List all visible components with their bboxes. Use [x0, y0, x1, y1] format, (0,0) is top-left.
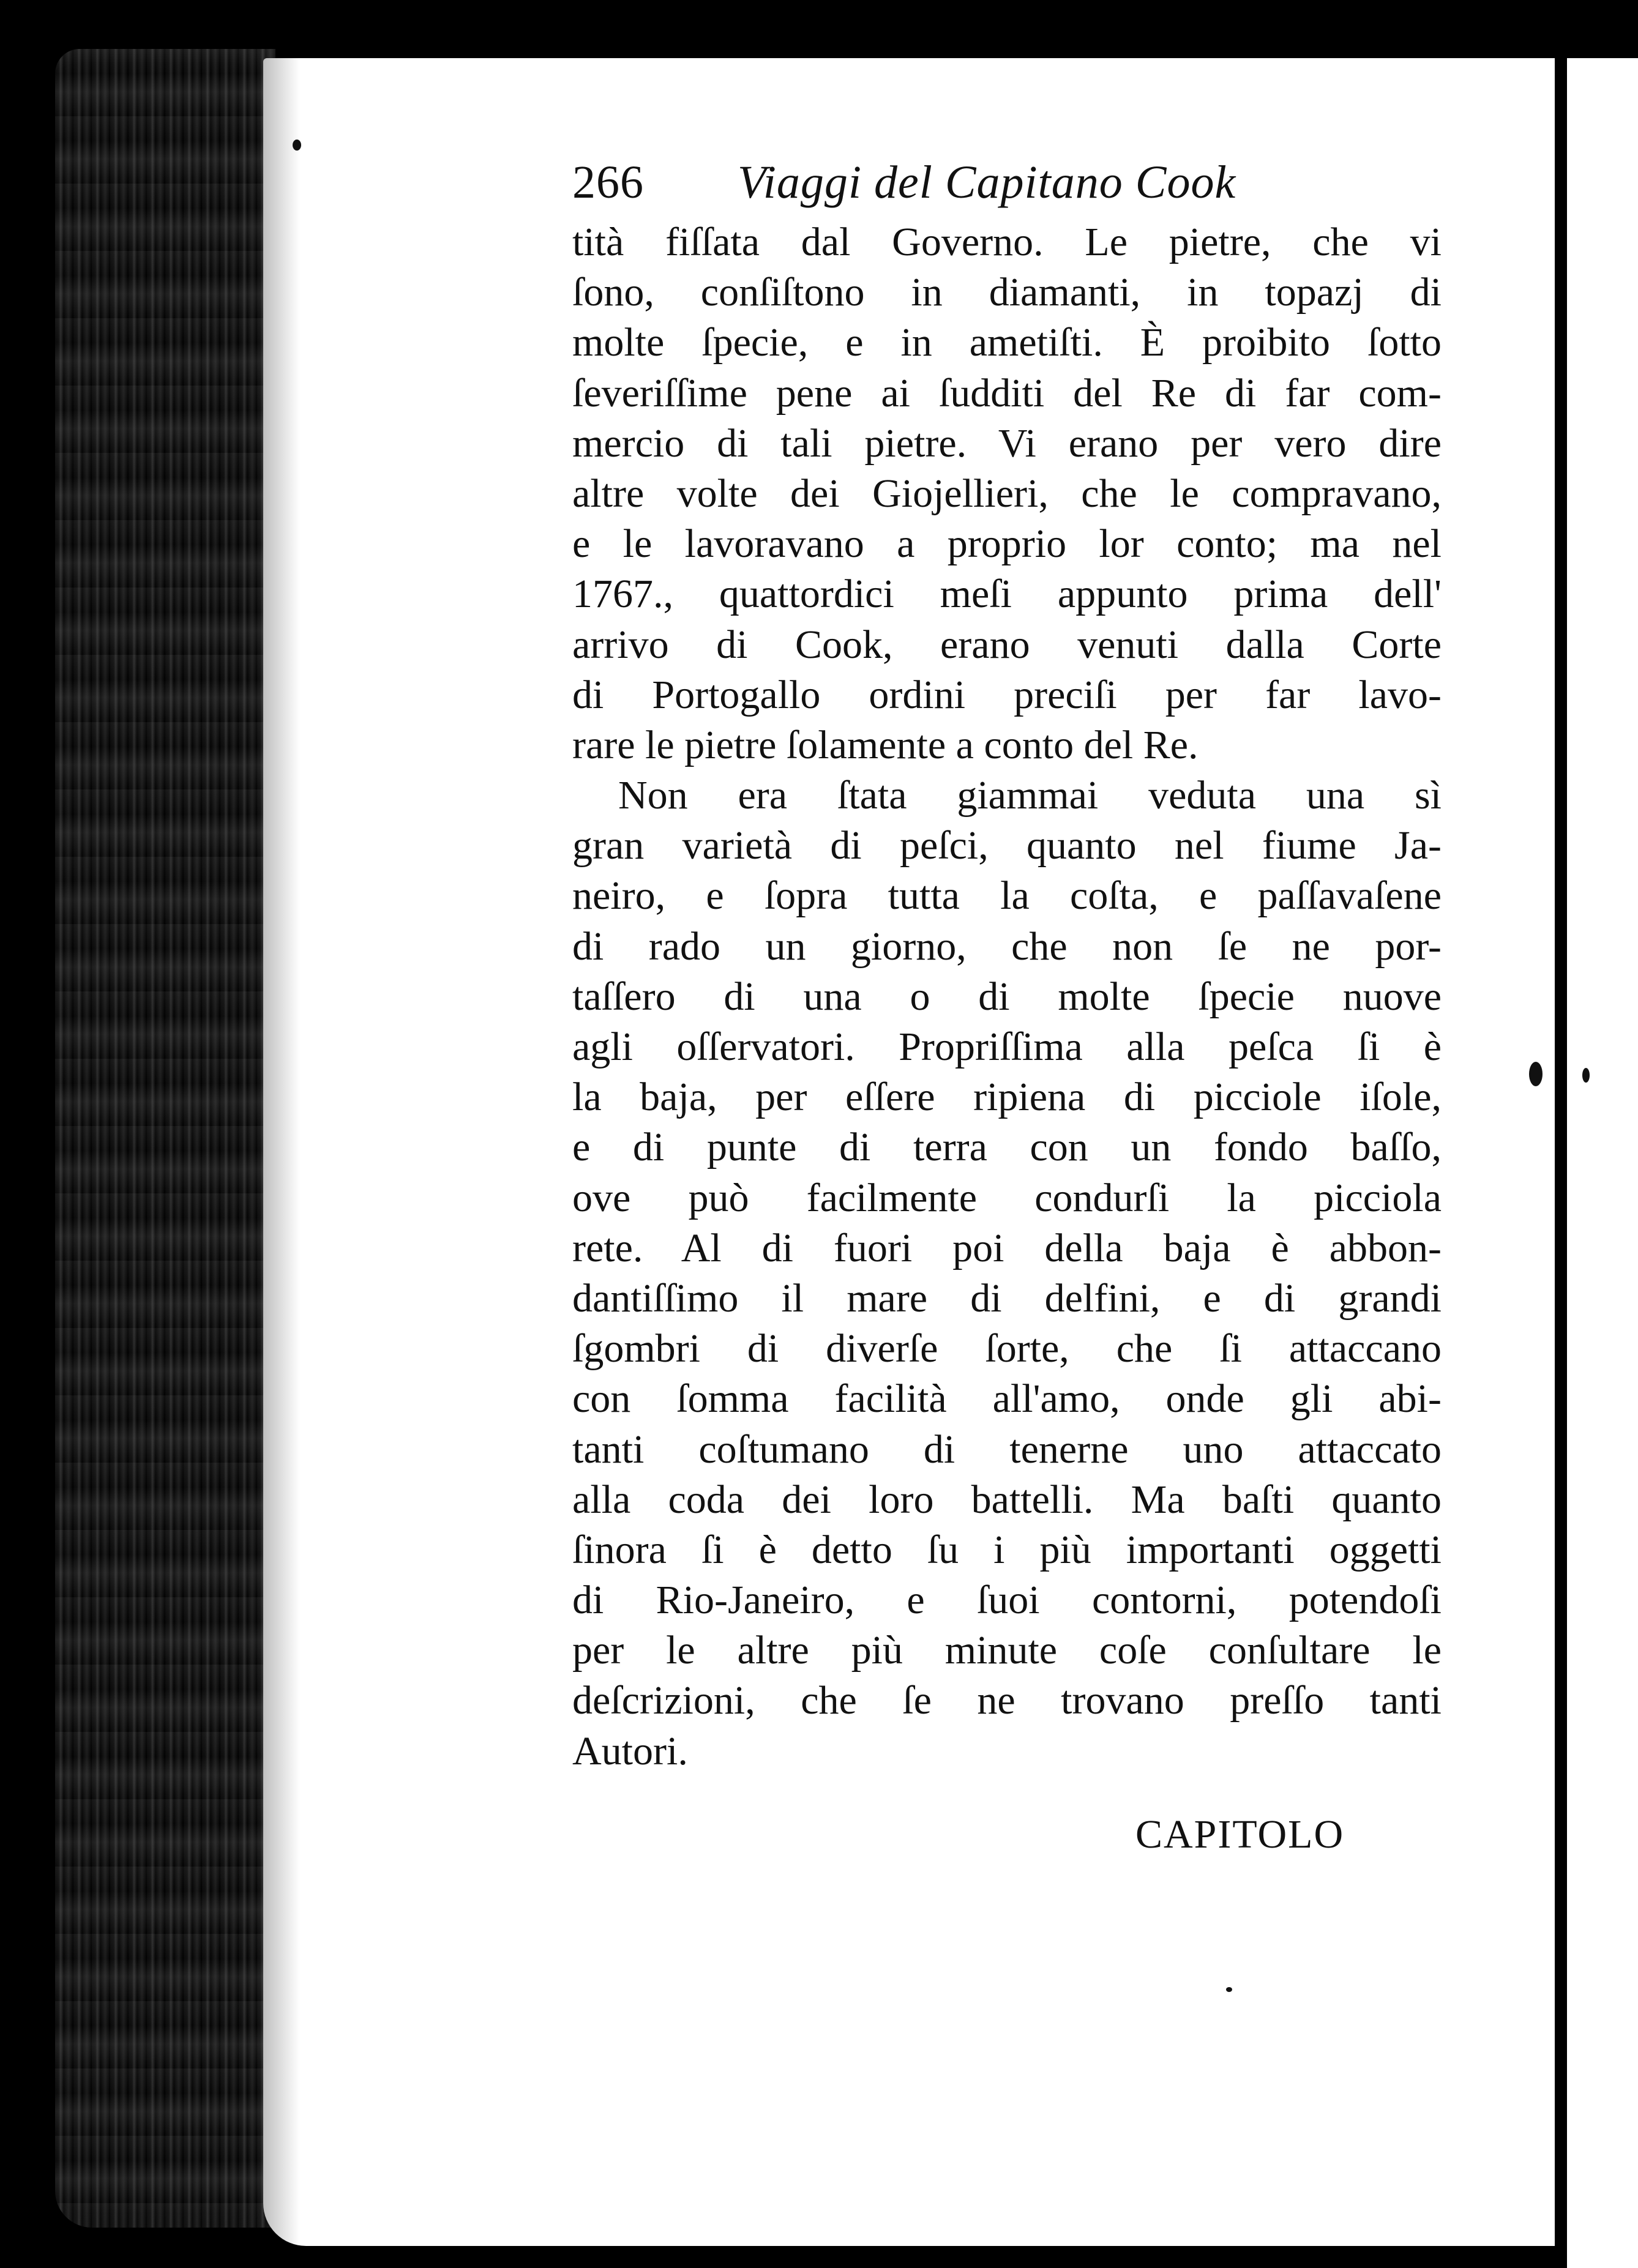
text-line: Autori.	[572, 1728, 688, 1774]
text-line: rete. Al di fuori poi della baja è abbon-	[572, 1225, 1442, 1270]
page-text	[572, 156, 1442, 1777]
text-line: neiro, e ſopra tutta la coſta, e paſſavaſene	[572, 873, 1442, 919]
text-line: per le altre più minute coſe conſultare le	[572, 1628, 1442, 1673]
ink-speck	[1582, 1068, 1590, 1083]
text-line: di Rio-Janeiro, e ſuoi contorni, potendoſi	[572, 1578, 1442, 1623]
running-head	[572, 156, 1442, 217]
ink-speck	[293, 140, 301, 151]
ink-speck	[1226, 1987, 1232, 1992]
text-line: ſono, conſiſtono in diamanti, in topazj di	[572, 270, 1442, 315]
text-line: 1767., quattordici meſi appunto prima dell'	[572, 572, 1442, 617]
text-line: ove può facilmente condurſi la picciola	[572, 1175, 1442, 1220]
text-line: arrivo di Cook, erano venuti dalla Corte	[572, 622, 1442, 667]
text-line: molte ſpecie, e in ametiſti. È proibito ſotto	[572, 320, 1442, 365]
text-line: rare le pietre ſolamente a conto del Re.	[572, 722, 1199, 767]
text-line: alla coda dei loro battelli. Ma baſti quanto	[572, 1477, 1442, 1522]
text-line: di Portogallo ordini preciſi per far lavo-	[572, 672, 1442, 717]
running-head-title: Viaggi del Capitano Cook	[738, 157, 1236, 208]
text-line: e le lavoravano a proprio lor conto; ma nel	[572, 521, 1442, 567]
catchword: CAPITOLO	[1135, 1812, 1345, 1857]
text-line: Non era ſtata giammai veduta una sì	[618, 773, 1442, 818]
page-shadow	[263, 58, 300, 2246]
text-line: gran varietà di peſci, quanto nel fiume Ja-	[572, 823, 1442, 868]
text-line: con ſomma facilità all'amo, onde gli abi-	[572, 1376, 1442, 1422]
text-line: taſſero di una o di molte ſpecie nuove	[572, 974, 1442, 1019]
facing-page-edge	[1567, 58, 1638, 2268]
text-line: ſgombri di diverſe ſorte, che ſi attaccano	[572, 1326, 1442, 1371]
text-line: dantiſſimo il mare di delfini, e di grandi	[572, 1275, 1442, 1321]
book-edge	[55, 49, 275, 2228]
text-line: la baja, per eſſere ripiena di picciole iſole,	[572, 1075, 1442, 1120]
text-line: e di punte di terra con un fondo baſſo,	[572, 1125, 1442, 1170]
text-line: ſeveriſſime pene ai ſudditi del Re di far com-	[572, 370, 1442, 416]
text-line: tanti coſtumano di tenerne uno attaccato	[572, 1427, 1442, 1472]
page-number: 266	[572, 157, 644, 208]
text-line: ſinora ſi è detto ſu i più importanti oggetti	[572, 1527, 1442, 1572]
text-line: deſcrizioni, che ſe ne trovano preſſo tanti	[572, 1678, 1442, 1723]
ink-speck	[1529, 1062, 1543, 1086]
text-line: di rado un giorno, che non ſe ne por-	[572, 923, 1442, 969]
text-line: agli oſſervatori. Propriſſima alla peſca ſi è	[572, 1024, 1442, 1069]
text-line: tità fiſſata dal Governo. Le pietre, che vi	[572, 220, 1442, 264]
text-line: mercio di tali pietre. Vi erano per vero dire	[572, 420, 1442, 466]
book-gutter	[1555, 58, 1568, 2268]
text-line: altre volte dei Giojellieri, che le compravano,	[572, 471, 1442, 516]
